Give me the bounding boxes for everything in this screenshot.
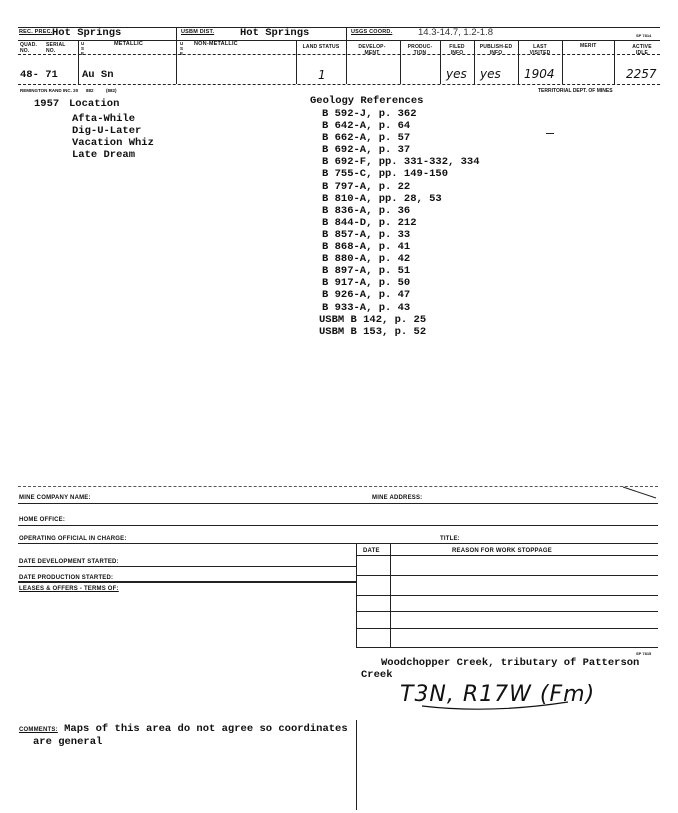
- geology-ref: B 662-A, p. 57: [322, 132, 411, 145]
- grid-line: [562, 66, 563, 84]
- grid-line: [518, 66, 519, 84]
- merit-label: MERIT: [580, 43, 597, 49]
- lower-dashed-rule: [18, 486, 658, 487]
- location-name: Afta-While: [72, 113, 136, 125]
- table-row-rule: [356, 595, 658, 596]
- geology-ref: B 836-A, p. 36: [322, 204, 411, 217]
- geology-ref: B 917-A, p. 50: [322, 277, 411, 290]
- form-rule: [18, 525, 658, 526]
- grid-line: [400, 40, 401, 66]
- table-divider: [356, 720, 357, 810]
- header-rule: [18, 54, 660, 55]
- published-info-value: yes: [480, 67, 501, 81]
- use-letter: E: [81, 51, 85, 56]
- geology-ref: USBM B 153, p. 52: [319, 325, 427, 338]
- title-label: TITLE:: [440, 536, 460, 542]
- usbm-dist-label: USBM DIST.: [181, 29, 215, 35]
- develop-label: DEVELOP-MENT: [358, 44, 386, 56]
- filed-info-value: yes: [446, 67, 467, 81]
- quad-serial-value: 48- 71: [20, 69, 58, 81]
- geology-ref: B 592-J, p. 362: [322, 108, 417, 120]
- geology-ref: B 868-A, p. 41: [322, 241, 411, 254]
- grid-line: [400, 66, 401, 84]
- active-idle-value: 2257: [626, 67, 657, 81]
- geology-ref: B 810-A, pp. 28, 53: [322, 192, 442, 205]
- usbm-dist-value: Hot Springs: [240, 27, 310, 39]
- header-divider: [346, 27, 347, 40]
- production-label: PRODUC-TION: [407, 44, 433, 56]
- form-rule: [356, 555, 658, 556]
- header-divider: [176, 27, 177, 40]
- comments-body: [19, 724, 348, 735]
- grid-line: [296, 40, 297, 66]
- reason-label: REASON FOR WORK STOPPAGE: [452, 548, 552, 554]
- metallic-value: Au Sn: [82, 69, 114, 81]
- use-letter: U: [81, 41, 85, 46]
- usgs-coord-value: 14.3-14.7, 1.2-1.8: [418, 27, 493, 38]
- geology-ref: B 692-F, pp. 331-332, 334: [322, 156, 480, 169]
- table-row-rule: [356, 647, 658, 648]
- township-handwritten: T3N, R17W (Fm): [400, 682, 596, 707]
- table-row-rule: [356, 611, 658, 612]
- imprint-right: TERRITORIAL DEPT. OF MINES: [538, 88, 613, 94]
- comments-label: COMMENTS:: [19, 727, 58, 733]
- rec-prec-label: REC. PREC.: [19, 29, 53, 35]
- last-visited-value: 1904: [524, 67, 555, 81]
- table-row-rule: [356, 575, 658, 576]
- form-rule: [18, 543, 658, 544]
- geology-ref: USBM B 142, p. 25: [319, 313, 427, 326]
- form-rule: [18, 566, 356, 567]
- geology-ref: B 857-A, p. 33: [322, 228, 411, 241]
- pen-stroke: [622, 484, 658, 500]
- grid-line: [518, 40, 519, 66]
- use-letter: E: [180, 51, 184, 56]
- location-year: 1957: [34, 98, 60, 110]
- geology-ref: B 692-A, p. 37: [322, 144, 411, 157]
- geology-heading: Geology References: [310, 95, 424, 107]
- grid-line: [78, 40, 79, 66]
- location-name: Late Dream: [72, 149, 136, 161]
- header-bottom-rule: [18, 84, 660, 85]
- geology-ref: B 897-A, p. 51: [322, 265, 411, 278]
- form-rule: [18, 503, 658, 504]
- mine-address-label: MINE ADDRESS:: [372, 495, 423, 501]
- filed-info-label: FILED INFO: [449, 44, 465, 56]
- leases-label: LEASES & OFFERS - TERMS OF:: [19, 586, 119, 592]
- comments-line-1: Maps of this area do not agree so coordinates: [64, 723, 348, 735]
- imprint-mid1: 882: [86, 88, 94, 93]
- quad-label: QUAD. NO.: [20, 42, 38, 54]
- mine-company-label: MINE COMPANY NAME:: [19, 495, 91, 501]
- rec-prec-value: Hot Springs: [52, 27, 122, 39]
- grid-line: [474, 40, 475, 66]
- creek-line-1: Woodchopper Creek, tributary of Patterson: [381, 657, 640, 669]
- geology-ref: B 755-C, pp. 149-150: [322, 168, 449, 181]
- location-heading: Location: [69, 98, 120, 110]
- location-name: Vacation Whiz: [72, 137, 154, 149]
- imprint-mid2: (882): [106, 88, 117, 93]
- home-office-label: HOME OFFICE:: [19, 517, 66, 523]
- table-row-rule: [356, 628, 658, 629]
- grid-line: [78, 66, 79, 84]
- grid-line: [440, 66, 441, 84]
- grid-line: [176, 66, 177, 84]
- published-label: PUBLISH-ED INFO: [479, 44, 513, 56]
- land-status-value: 1: [318, 68, 326, 82]
- use-letter: S: [180, 46, 184, 51]
- grid-line: [346, 66, 347, 84]
- prod-started-label: DATE PRODUCTION STARTED:: [19, 575, 114, 581]
- form-rule: [18, 581, 356, 583]
- geology-ref: B 844-D, p. 212: [322, 216, 417, 229]
- geology-refs: [319, 108, 480, 338]
- operating-official-label: OPERATING OFFICIAL IN CHARGE:: [19, 536, 127, 542]
- land-status-label: LAND STATUS: [302, 44, 340, 50]
- geology-ref: B 926-A, p. 47: [322, 289, 411, 302]
- geology-ref: B 880-A, p. 42: [322, 253, 411, 266]
- geology-ref: B 797-A, p. 22: [322, 180, 411, 193]
- date-label: DATE: [363, 548, 380, 554]
- location-names: [72, 113, 154, 161]
- location-name: Dig-U-Later: [72, 125, 142, 137]
- nonmetallic-label: NON-METALLIC: [194, 41, 238, 47]
- township-underline: [420, 700, 570, 714]
- imprint-left: REMINGTON RAND INC. 20: [20, 88, 79, 93]
- grid-line: [562, 40, 563, 66]
- form-number-bottom: SP 7815: [636, 651, 652, 656]
- grid-line: [440, 40, 441, 66]
- comments-line-2: are general: [33, 736, 103, 748]
- last-visited-label: LAST VISITED: [529, 44, 551, 56]
- use-letter: U: [180, 41, 184, 46]
- grid-line: [614, 66, 615, 84]
- usgs-coord-label: USGS COORD.: [351, 29, 393, 35]
- metallic-label: METALLIC: [114, 41, 143, 47]
- dev-started-label: DATE DEVELOPMENT STARTED:: [19, 559, 119, 565]
- stray-mark: [546, 133, 554, 134]
- geology-ref: B 933-A, p. 43: [322, 301, 411, 314]
- grid-line: [296, 66, 297, 84]
- grid-line: [474, 66, 475, 84]
- use-letter: S: [81, 46, 85, 51]
- active-idle-label: ACTIVE IDLE: [632, 44, 652, 56]
- geology-ref: B 642-A, p. 64: [322, 120, 411, 133]
- grid-line: [346, 40, 347, 66]
- serial-label: SERIAL NO.: [46, 42, 66, 54]
- form-number-top: SP 7814: [636, 33, 652, 38]
- grid-line: [614, 40, 615, 66]
- grid-line: [176, 40, 177, 66]
- creek-line-2: Creek: [361, 669, 393, 681]
